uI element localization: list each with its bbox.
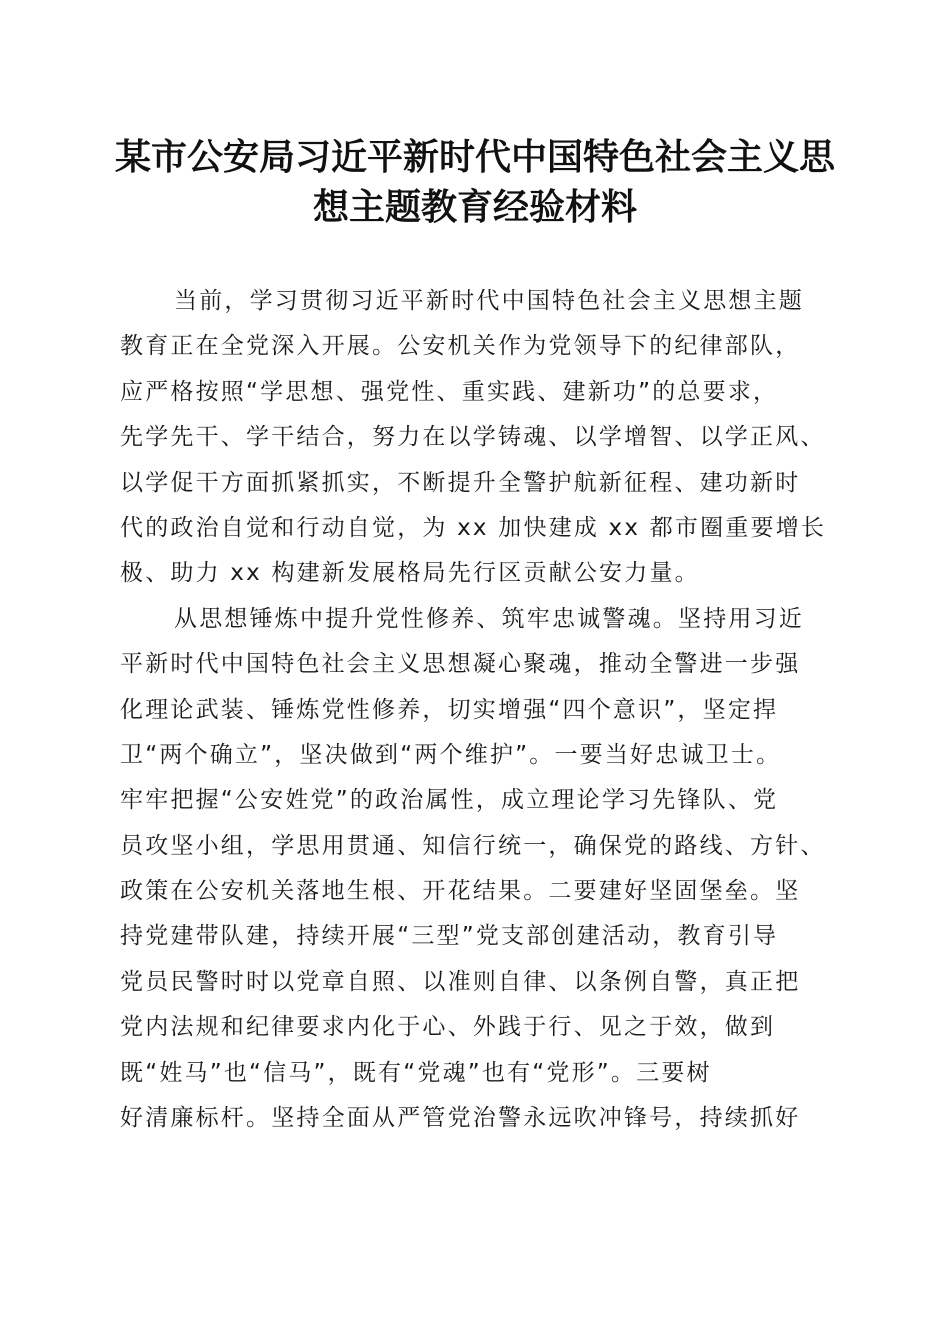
- paragraph-line: 以学促干方面抓紧抓实，不断提升全警护航新征程、建功新时: [120, 469, 801, 496]
- paragraph-line: 好清廉标杆。坚持全面从严管党治警永远吹冲锋号，持续抓好: [120, 1105, 801, 1132]
- paragraph-line: 平新时代中国特色社会主义思想凝心聚魂，推动全警进一步强: [120, 651, 801, 678]
- paragraph-line: 代的政治自觉和行动自觉，为 xx 加快建成 xx 都市圈重要增长: [120, 514, 827, 541]
- title-line: 想主题教育经验材料: [312, 186, 637, 228]
- paragraph-line: 政策在公安机关落地生根、开花结果。二要建好坚固堡垒。坚: [120, 878, 801, 905]
- paragraph-line: 极、助力 xx 构建新发展格局先行区贡献公安力量。: [120, 560, 700, 587]
- paragraph-line: 当前，学习贯彻习近平新时代中国特色社会主义思想主题: [174, 288, 804, 314]
- paragraph-line: 先学先干、学干结合，努力在以学铸魂、以学增智、以学正风、: [120, 424, 826, 451]
- paragraph-2: [120, 597, 850, 1142]
- paragraph-line: 党内法规和纪律要求内化于心、外践于行、见之于效，做到: [120, 1014, 776, 1041]
- paragraph-line: 卫“两个确立”，坚决做到“两个维护”。一要当好忠诚卫士。: [120, 741, 782, 768]
- paragraph-line: 党员民警时时以党章自照、以准则自律、以条例自警，真正把: [120, 968, 801, 995]
- paragraph-line: 既“姓马”也“信马”，既有“党魂”也有“党形”。三要树: [120, 1059, 712, 1086]
- paragraph-line: 应严格按照“学思想、强党性、重实践、建新功”的总要求，: [120, 378, 779, 405]
- paragraph-line: 员攻坚小组，学思用贯通、知信行统一，确保党的路线、方针、: [120, 832, 826, 859]
- paragraph-line: 化理论武装、锤炼党性修养，切实增强“四个意识”，坚定捍: [120, 696, 779, 723]
- paragraph-line: 持党建带队建，持续开展“三型”党支部创建活动，教育引导: [120, 923, 779, 950]
- paragraph-line: 牢牢把握“公安姓党”的政治属性，成立理论学习先锋队、党: [120, 787, 779, 814]
- document-title: [100, 132, 850, 232]
- paragraph-1: [120, 279, 850, 597]
- paragraph-line: 教育正在全党深入开展。公安机关作为党领导下的纪律部队，: [120, 333, 801, 360]
- paragraph-line: 从思想锤炼中提升党性修养、筑牢忠诚警魂。坚持用习近: [174, 605, 804, 632]
- title-line: 某市公安局习近平新时代中国特色社会主义思: [114, 136, 835, 178]
- document-body: [120, 279, 850, 1141]
